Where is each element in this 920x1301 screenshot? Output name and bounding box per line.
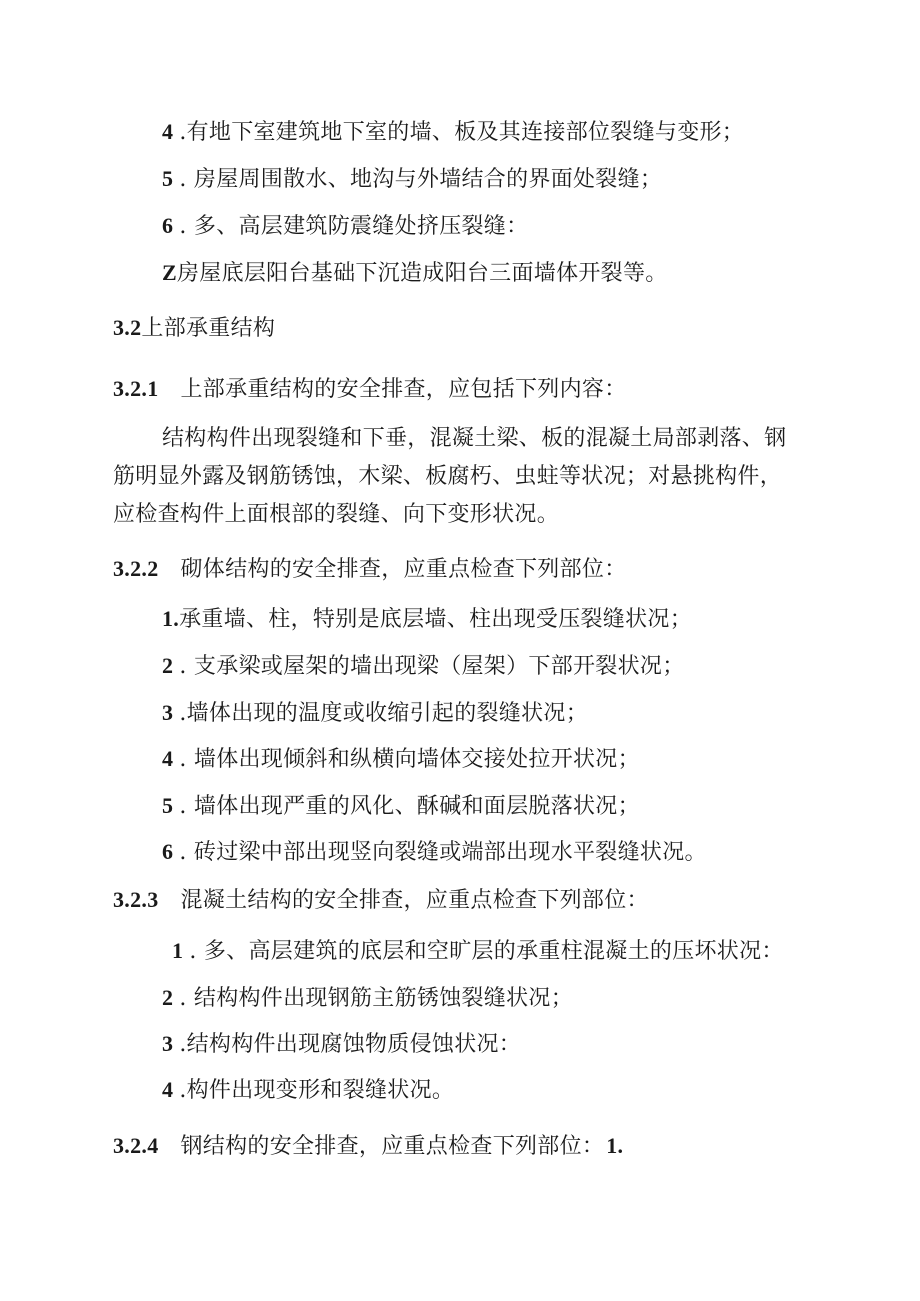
list-item-text: . 砖过梁中部出现竖向裂缝或端部出现水平裂缝状况。 bbox=[179, 840, 707, 865]
paragraph-line: 结构构件出现裂缝和下垂，混凝土梁、板的混凝土局部剥落、钢 bbox=[162, 426, 787, 451]
clause-tail-number: 1. bbox=[606, 1133, 624, 1158]
list-item bbox=[162, 698, 588, 729]
list-item bbox=[162, 1075, 454, 1106]
clause-number: 3.2.3 bbox=[113, 887, 159, 912]
clause-text: 砌体结构的安全排查，应重点检查下列部位： bbox=[180, 557, 627, 582]
list-item-text: 房屋底层阳台基础下沉造成阳台三面墙体开裂等。 bbox=[176, 261, 668, 286]
list-item-text: . 墙体出现严重的风化、酥碱和面层脱落状况； bbox=[179, 794, 640, 819]
section-number: 3.2 bbox=[113, 315, 142, 340]
list-item-number: 2 bbox=[162, 653, 174, 678]
clause-text: 钢结构的安全排查，应重点检查下列部位： bbox=[180, 1134, 605, 1159]
list-item-number: 6 bbox=[162, 213, 174, 238]
list-item-number: Z bbox=[162, 260, 177, 285]
clause-text: 上部承重结构的安全排查，应包括下列内容： bbox=[180, 377, 627, 402]
list-item-number: 1. bbox=[162, 606, 180, 631]
list-item bbox=[162, 164, 662, 195]
list-item-text: .有地下室建筑地下室的墙、板及其连接部位裂缝与变形； bbox=[179, 120, 745, 145]
clause-text: 混凝土结构的安全排查，应重点检查下列部位： bbox=[180, 888, 649, 913]
list-item-text: . 支承梁或屋架的墙出现梁（屋架）下部开裂状况； bbox=[179, 654, 685, 679]
list-item bbox=[172, 936, 784, 967]
paragraph-line: 筋明显外露及钢筋锈蚀，木梁、板腐朽、虫蛀等状况；对悬挑构件， bbox=[113, 464, 783, 489]
list-item bbox=[162, 211, 528, 242]
list-item-text: .构件出现变形和裂缝状况。 bbox=[179, 1078, 455, 1103]
list-item-number: 4 bbox=[162, 1077, 174, 1102]
list-item-text: . 房屋周围散水、地沟与外墙结合的界面处裂缝； bbox=[179, 167, 663, 192]
list-item-number: 5 bbox=[162, 166, 174, 191]
list-item-text: 承重墙、柱，特别是底层墙、柱出现受压裂缝状况； bbox=[179, 607, 693, 632]
clause-3-2-1 bbox=[113, 374, 627, 405]
list-item-text: .结构构件出现腐蚀物质侵蚀状况： bbox=[179, 1032, 522, 1057]
list-item bbox=[162, 651, 685, 682]
list-item-number: 6 bbox=[162, 839, 174, 864]
clause-3-2-2 bbox=[113, 554, 627, 585]
list-item-text: . 多、高层建筑防震缝处挤压裂缝： bbox=[179, 214, 529, 239]
clause-number: 3.2.2 bbox=[113, 556, 159, 581]
list-item-number: 1 bbox=[172, 938, 184, 963]
section-title: 上部承重结构 bbox=[141, 316, 276, 341]
list-item-text: . 墙体出现倾斜和纵横向墙体交接处拉开状况； bbox=[179, 747, 640, 772]
paragraph-line: 应检查构件上面根部的裂缝、向下变形状况。 bbox=[113, 502, 560, 527]
list-item-text: .墙体出现的温度或收缩引起的裂缝状况； bbox=[179, 701, 589, 726]
list-item-number: 3 bbox=[162, 1031, 174, 1056]
clause-3-2-3 bbox=[113, 885, 649, 916]
clause-number: 3.2.1 bbox=[113, 376, 159, 401]
list-item bbox=[162, 117, 744, 148]
list-item-text: . 结构构件出现钢筋主筋锈蚀裂缝状况； bbox=[179, 986, 573, 1011]
clause-number: 3.2.4 bbox=[113, 1133, 159, 1158]
list-item bbox=[162, 983, 573, 1014]
clause-3-2-4 bbox=[113, 1131, 629, 1162]
section-heading bbox=[113, 313, 275, 344]
list-item bbox=[162, 604, 692, 635]
list-item-number: 5 bbox=[162, 793, 174, 818]
list-item-text: . 多、高层建筑的底层和空旷层的承重柱混凝土的压坏状况： bbox=[189, 939, 784, 964]
list-item-number: 2 bbox=[162, 985, 174, 1010]
list-item-number: 3 bbox=[162, 700, 174, 725]
list-item-number: 4 bbox=[162, 119, 174, 144]
list-item bbox=[162, 837, 707, 868]
list-item bbox=[162, 744, 640, 775]
list-item-number: 4 bbox=[162, 746, 174, 771]
list-item bbox=[162, 1029, 521, 1060]
list-item bbox=[162, 258, 668, 289]
list-item bbox=[162, 791, 640, 822]
